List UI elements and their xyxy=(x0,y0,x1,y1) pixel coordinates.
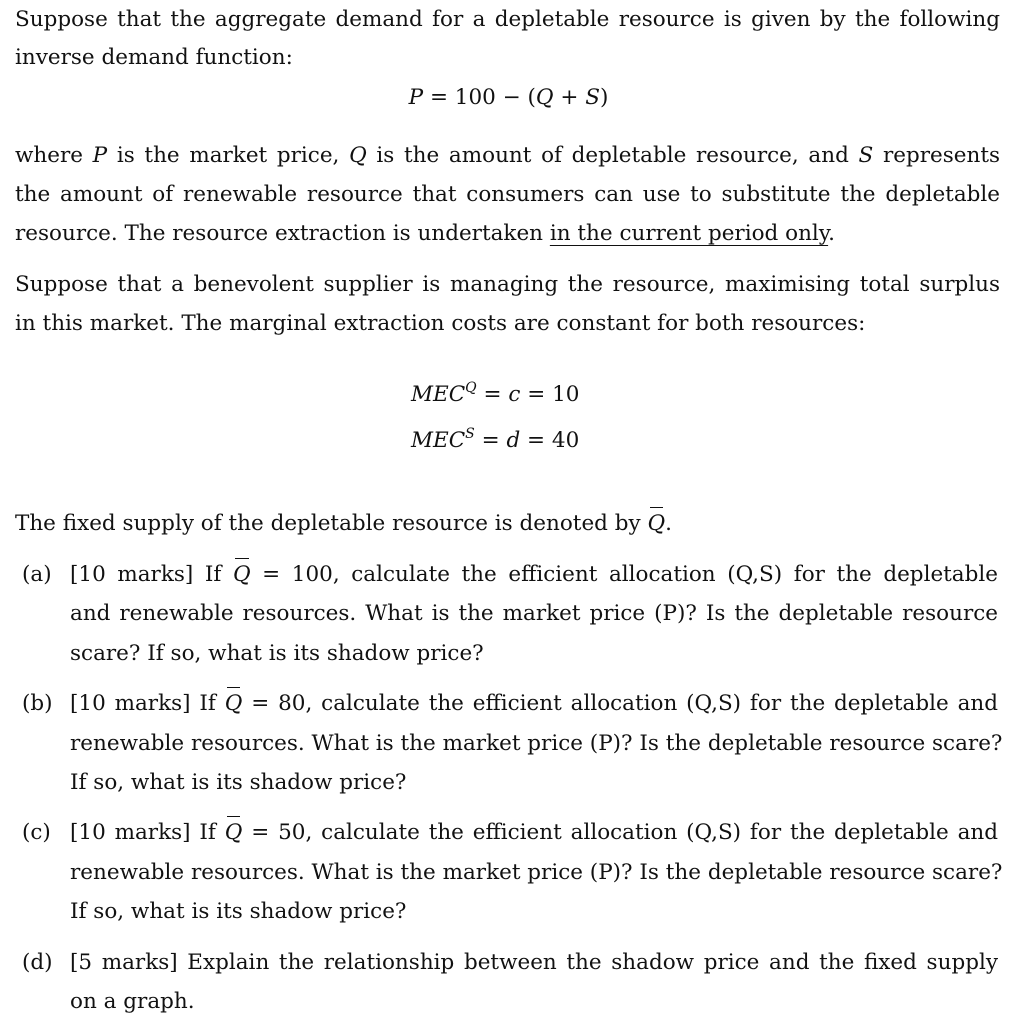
q-bar-symbol: Q xyxy=(648,504,666,544)
supplier-line-1 xyxy=(15,265,1000,305)
definitions-line-2 xyxy=(15,175,1000,215)
question-a-label: (a) xyxy=(22,562,52,587)
supplier-text-2: in this market. The marginal extraction costs are constant for both resources: xyxy=(15,311,866,336)
qd-text-2: on a graph. xyxy=(70,989,195,1014)
def-p-symbol: P xyxy=(92,143,108,168)
eq-close-paren: ) xyxy=(599,85,609,110)
question-b-line-1 xyxy=(70,684,998,724)
qa-q-bar: Q xyxy=(233,555,251,595)
question-b-label: (b) xyxy=(22,691,53,716)
question-a-line-2 xyxy=(70,594,998,634)
intro-line-2 xyxy=(15,38,1000,78)
qc-text-3: If so, what is its shadow price? xyxy=(70,899,407,924)
qb-text-1a: [10 marks] If xyxy=(70,691,225,716)
fixed-supply-text: The fixed supply of the depletable resource is denoted by xyxy=(15,511,648,536)
eq-s-symbol: S xyxy=(585,85,600,110)
mec-equation-q xyxy=(411,375,579,415)
supplier-text-1: Suppose that a benevolent supplier is managing the resource, maximising total surplus xyxy=(15,272,1000,297)
def-text-line-3a: resource. The resource extraction is undertaken xyxy=(15,221,550,246)
mec-c-symbol: c xyxy=(508,382,521,407)
fixed-supply-end: . xyxy=(665,511,672,536)
qb-text-2: renewable resources. What is the market price (P)? Is the depletable resource scare? xyxy=(70,731,1003,756)
qb-text-3: If so, what is its shadow price? xyxy=(70,770,407,795)
def-text-line-2: the amount of renewable resource that consumers can use to substitute the depletable xyxy=(15,182,1000,207)
question-c-line-3 xyxy=(70,892,998,932)
mec-d-symbol: d xyxy=(506,428,521,453)
qb-q-bar: Q xyxy=(225,684,243,724)
intro-text-1: Suppose that the aggregate demand for a depletable resource is given by the following xyxy=(15,7,1000,32)
def-text-d: represents xyxy=(873,143,1000,168)
mec-equation-s xyxy=(411,421,579,461)
mec-s-superscript: S xyxy=(465,426,475,442)
qc-text-1b: = 50, calculate the efficient allocation (Q,S) for the depletable and xyxy=(242,820,998,845)
def-s-symbol: S xyxy=(858,143,874,168)
question-a-line-1 xyxy=(70,555,998,595)
eq-constant: = 100 − ( xyxy=(423,85,536,110)
intro-line-1 xyxy=(15,0,1000,40)
qa-text-1b: = 100, calculate the efficient allocation (Q,S) for the depletable xyxy=(250,562,998,587)
question-d-line-1 xyxy=(70,943,998,983)
qa-text-1a: [10 marks] If xyxy=(70,562,233,587)
def-text-b: is the market price, xyxy=(107,143,350,168)
mec-s-base: MEC xyxy=(411,428,466,453)
mec-q-superscript: Q xyxy=(465,380,477,396)
qc-text-1a: [10 marks] If xyxy=(70,820,225,845)
qa-text-3: scare? If so, what is its shadow price? xyxy=(70,641,484,666)
qb-text-1b: = 80, calculate the efficient allocation (Q,S) for the depletable and xyxy=(242,691,998,716)
qc-text-2: renewable resources. What is the market price (P)? Is the depletable resource scare? xyxy=(70,860,1003,885)
eq-q-symbol: Q xyxy=(535,85,554,110)
eq-plus: + xyxy=(553,85,586,110)
question-c-line-2 xyxy=(70,853,1003,893)
qd-text-1: [5 marks] Explain the relationship between the shadow price and the fixed supply xyxy=(70,950,998,975)
underlined-phrase: in the current period only xyxy=(549,221,829,246)
mec-s-equals: = xyxy=(474,428,507,453)
supplier-line-2 xyxy=(15,304,1000,344)
qc-q-bar: Q xyxy=(225,813,243,853)
def-text-a: where xyxy=(15,143,93,168)
def-text-c: is the amount of depletable resource, and xyxy=(366,143,859,168)
mec-q-base: MEC xyxy=(411,382,466,407)
question-d-label: (d) xyxy=(22,950,53,975)
mec-q-value: = 10 xyxy=(520,382,580,407)
question-c-label: (c) xyxy=(22,820,51,845)
mec-q-equals: = xyxy=(476,382,509,407)
mec-s-value: = 40 xyxy=(520,428,580,453)
question-a-line-3 xyxy=(70,634,998,674)
question-d-line-2 xyxy=(70,982,998,1022)
intro-text-2: inverse demand function: xyxy=(15,45,293,70)
demand-equation xyxy=(0,78,1017,118)
definitions-line-3 xyxy=(15,214,1000,254)
eq-price-symbol: P xyxy=(408,85,424,110)
definitions-line-1 xyxy=(15,136,1000,176)
qa-text-2: and renewable resources. What is the market price (P)? Is the depletable resource xyxy=(70,601,998,626)
question-c-line-1 xyxy=(70,813,998,853)
question-b-line-3 xyxy=(70,763,998,803)
def-q-symbol: Q xyxy=(349,143,367,168)
question-b-line-2 xyxy=(70,724,1003,764)
fixed-supply-line xyxy=(15,504,1000,544)
def-text-line-3b: . xyxy=(828,221,835,246)
